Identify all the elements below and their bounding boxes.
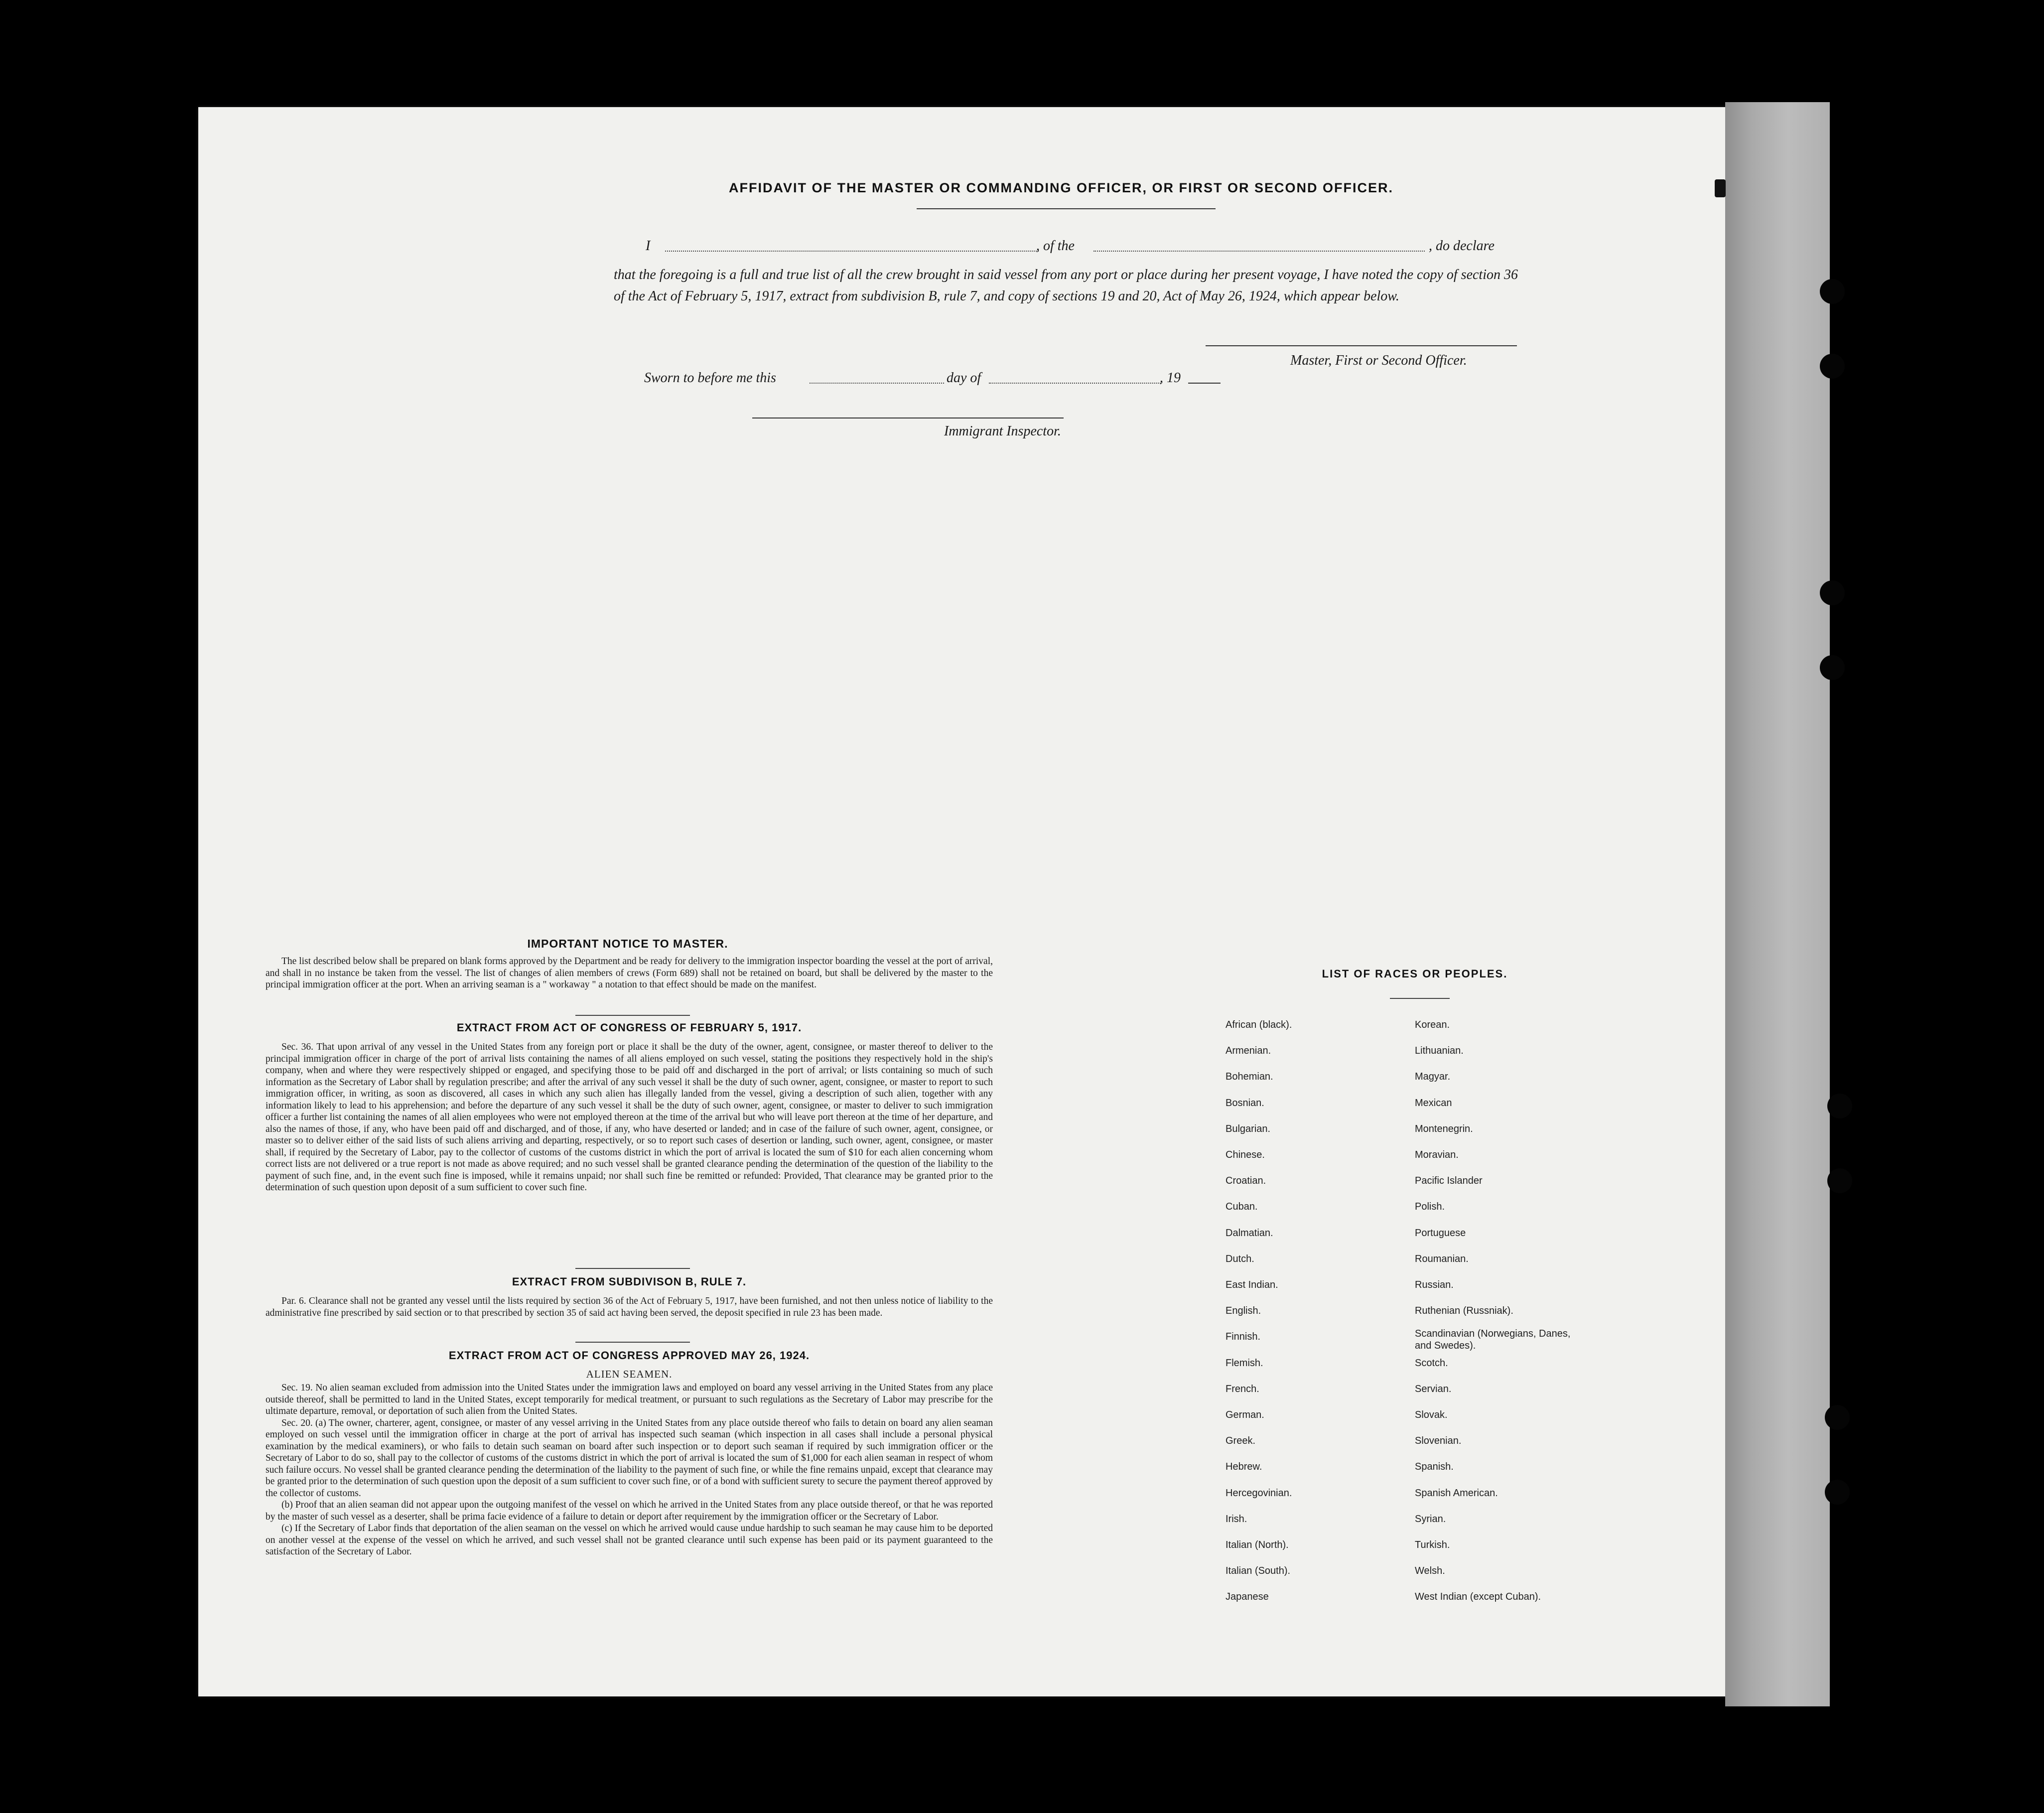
- race-item: Armenian.: [1226, 1045, 1271, 1057]
- declaration-text: that the foregoing is a full and true list of all the crew brought in said vessel from any port or place during her present voyage, I have noted the copy of section 36 of the Act of February 5, 1917, extract from subdivision B, rule 7, and copy of sections 19 and 20, Act of May 26, 1924, which appear below.: [614, 267, 1518, 304]
- race-item: Dutch.: [1226, 1253, 1254, 1264]
- extract-1917-title: EXTRACT FROM ACT OF CONGRESS OF FEBRUARY 5, 1917.: [456, 1021, 802, 1034]
- race-item: Ruthenian (Russniak).: [1415, 1305, 1513, 1317]
- race-item: Syrian.: [1415, 1513, 1446, 1525]
- section-20c-paragraph: (c) If the Secretary of Labor finds that deportation of the alien seaman on the vessel on which he arrived would cause undue hardship to such seaman he may cause him to be deported on another vessel at the expense of the vessel on which he arrived, and such vessel shall not be granted clearance until such expense has been paid or its payment guaranteed to the satisfaction of the Secretary of Labor.: [266, 1523, 993, 1557]
- race-item: Servian.: [1415, 1383, 1452, 1395]
- race-item: Greek.: [1226, 1435, 1256, 1447]
- race-item: Spanish American.: [1415, 1487, 1498, 1499]
- race-item: West Indian (except Cuban).: [1415, 1591, 1541, 1603]
- race-item: Turkish.: [1415, 1539, 1450, 1550]
- race-item: Bulgarian.: [1226, 1123, 1271, 1134]
- extract-1924-title: EXTRACT FROM ACT OF CONGRESS APPROVED MAY 26, 1924.: [448, 1349, 810, 1362]
- race-item: Korean.: [1415, 1019, 1450, 1030]
- race-item: Japanese: [1226, 1591, 1269, 1603]
- race-item: Hercegovinian.: [1226, 1487, 1292, 1499]
- master-signature-line[interactable]: [1206, 345, 1517, 346]
- day-of-label: day of: [947, 370, 981, 386]
- binder-hole: [1825, 1480, 1850, 1505]
- do-declare-label: , do declare: [1429, 238, 1495, 254]
- race-item: Moravian.: [1415, 1149, 1459, 1160]
- race-item: Magyar.: [1415, 1071, 1451, 1083]
- section-20b-paragraph: (b) Proof that an alien seaman did not appear upon the outgoing manifest of the vessel on which he arrived in the United States from any place outside thereof, or that he was reported by the master of such vessel as a deserter, shall be prima facie evidence of a failure to detain or deport after requirement by the immigration officer or the Secretary of Labor.: [266, 1500, 993, 1522]
- inspector-caption: Immigrant Inspector.: [944, 423, 1061, 439]
- race-item: East Indian.: [1226, 1279, 1278, 1290]
- binder-hole: [1820, 655, 1845, 680]
- race-item: Dalmatian.: [1226, 1227, 1273, 1239]
- declarant-name-field[interactable]: [665, 251, 1039, 252]
- race-item: Scotch.: [1415, 1357, 1448, 1369]
- race-item: Montenegrin.: [1415, 1123, 1473, 1134]
- notice-title: IMPORTANT NOTICE TO MASTER.: [527, 937, 728, 950]
- race-item: Cuban.: [1226, 1201, 1258, 1213]
- notice-paragraph: The list described below shall be prepared on blank forms approved by the Department and be ready for delivery to the immigration inspector boarding the vessel at the port of arrival, and shall in no instance be taken from the vessel. The list of changes of alien members of crews (Form 689) shall not be retained on board, but shall be delivered by the master to the principal immigration officer at the port. When an arriving seaman is a " workaway " a notation to that effect should be made on the manifest.: [266, 956, 993, 990]
- race-item: Finnish.: [1226, 1331, 1261, 1343]
- of-the-label: , of the: [1036, 238, 1075, 254]
- race-item: Mexican: [1415, 1097, 1452, 1109]
- declarant-label: I: [646, 238, 651, 254]
- section-19-paragraph: Sec. 19. No alien seaman excluded from admission into the United States under the immigration laws and employed on board any vessel arriving in the United States from any place outside thereof, shall be permitted to land in the United States, except temporarily for medical treatment, or pursuant to such regulations as the Secretary of Labor may prescribe for the ultimate departure, removal, or deportation of such alien from the United States.: [266, 1383, 993, 1416]
- race-item: Italian (South).: [1226, 1565, 1291, 1577]
- race-item: Italian (North).: [1226, 1539, 1289, 1550]
- race-item: French.: [1226, 1383, 1259, 1395]
- binder-hole: [1827, 1168, 1852, 1193]
- race-item: Croatian.: [1226, 1175, 1266, 1187]
- subdivision-b-title: EXTRACT FROM SUBDIVISON B, RULE 7.: [512, 1275, 747, 1288]
- sworn-day-field[interactable]: [810, 383, 944, 384]
- race-item: Polish.: [1415, 1201, 1445, 1213]
- section-rule: [575, 1342, 690, 1343]
- race-item: Lithuanian.: [1415, 1045, 1464, 1057]
- affidavit-title: AFFIDAVIT OF THE MASTER OR COMMANDING OFFICER, OR FIRST OR SECOND OFFICER.: [729, 180, 1393, 195]
- race-item: Flemish.: [1226, 1357, 1263, 1369]
- binder-hole: [1827, 1094, 1852, 1118]
- binder-hole: [1825, 1405, 1850, 1430]
- races-title-rule: [1390, 998, 1450, 999]
- race-item: Roumanian.: [1415, 1253, 1469, 1264]
- race-item: Pacific Islander: [1415, 1175, 1483, 1187]
- year-prefix-label: , 19: [1160, 370, 1181, 386]
- section-rule: [575, 1015, 690, 1016]
- race-item: Bosnian.: [1226, 1097, 1264, 1109]
- race-item: Scandinavian (Norwegians, Danes, and Swedes).: [1415, 1328, 1571, 1352]
- races-title: LIST OF RACES OR PEOPLES.: [1322, 968, 1508, 980]
- race-item: Irish.: [1226, 1513, 1247, 1525]
- notice-text: [266, 956, 993, 991]
- section-20a-paragraph: Sec. 20. (a) The owner, charterer, agent, consignee, or master of any vessel arriving in the United States from any place outside thereof who fails to detain on board any alien seaman employed on such vessel until the immigration officer in charge at the port of arrival has inspected such seaman (which inspection in all cases shall include a personal physical examination by the medical examiners), or who fails to detain such seaman on board after such inspection or to deport such seaman if required by such immigration officer or the Secretary of Labor to do so, shall pay to the collector of customs of the customs district in which the port of arrival is located the sum of $1,000 for each alien seaman in respect of whom such failure occurs. No vessel shall be granted clearance pending the determination of the liability to the payment of such fine, or while the fine remains unpaid, except that clearance may be granted prior to the determination of such question upon the deposit of a sum sufficient to cover such fine, or of a bond with sufficient surety to secure the payment thereof approved by the collector of customs.: [266, 1417, 993, 1499]
- alien-seamen-subtitle: ALIEN SEAMEN.: [586, 1368, 673, 1380]
- race-item: Welsh.: [1415, 1565, 1445, 1577]
- race-item: German.: [1226, 1409, 1264, 1420]
- ink-mark: [1715, 179, 1726, 197]
- section-rule: [575, 1268, 690, 1269]
- binder-hole: [1820, 580, 1845, 605]
- race-item: Russian.: [1415, 1279, 1454, 1290]
- race-item: Slovak.: [1415, 1409, 1448, 1420]
- subdivision-b-text: [266, 1295, 993, 1319]
- binder-hole: [1820, 279, 1845, 304]
- race-item: Chinese.: [1226, 1149, 1265, 1160]
- title-rule: [917, 208, 1216, 209]
- sworn-label: Sworn to before me this: [644, 370, 776, 386]
- race-item: Slovenian.: [1415, 1435, 1462, 1447]
- race-item: Bohemian.: [1226, 1071, 1273, 1083]
- sworn-month-field[interactable]: [989, 383, 1161, 384]
- race-item: Hebrew.: [1226, 1461, 1262, 1473]
- year-field[interactable]: [1188, 383, 1221, 384]
- vessel-name-field[interactable]: [1093, 251, 1425, 252]
- binder-strip: [1725, 102, 1830, 1706]
- paragraph-6: Par. 6. Clearance shall not be granted any vessel until the lists required by section 36 of the Act of February 5, 1917, have been furnished, and not then unless notice of liability to the administrative fine prescribed by said section or to that prescribed by section 35 of said act having been served, the deposit specified in rule 23 has been made.: [266, 1296, 993, 1318]
- extract-1924-text: [266, 1382, 993, 1558]
- race-item: Portuguese: [1415, 1227, 1466, 1239]
- race-item: African (black).: [1226, 1019, 1292, 1030]
- race-item: Spanish.: [1415, 1461, 1454, 1473]
- section-36-paragraph: Sec. 36. That upon arrival of any vessel in the United States from any foreign port or place it shall be the duty of the owner, agent, consignee, or master thereof to deliver to the principal immigration officer in charge of the port of arrival lists containing the names of all aliens employed on such vessel, stating the positions they respectively hold in the ship's company, when and where they were respectively shipped or engaged, and specifying those to be paid off and discharged in the port of arrival; or lists containing so much of such information as the Secretary of Labor shall by regulation prescribe; and after the arrival of any such vessel it shall be the duty of such owner, agent, consignee, or master to report to such immigration officer, in writing, as soon as discovered, all cases in which any such alien has illegally landed from the vessel, giving a description of such alien, together with any information likely to lead to his apprehension; and before the departure of any such vessel it shall be the duty of such owner, agent, consignee, or master to deliver to such immigration officer a further list containing the names of all alien employees who were not employed thereon at the time of the arrival but who will leave port thereon at the time of her departure, and also the names of those, if any, who have been paid off and discharged, and of those, if any, who have deserted or landed; and in case of the failure of such owner, agent, consignee, or master so to deliver either of the said lists of such aliens arriving and departing, respectively, or so to report such cases of desertion or landing, such owner, agent, consignee, or master shall, if required by the Secretary of Labor, pay to the collector of customs of the customs district in which the port of arrival is located the sum of $10 for each alien concerning whom correct lists are not delivered or a true report is not made as above required; and no such vessel shall be granted clearance pending the determination of the question of the liability to the payment of such fine, and, in the event such fine is imposed, while it remains unpaid; nor shall such fine be remitted or refunded: Provided, That clearance may be granted prior to the determination of such question upon deposit of a sum sufficient to cover such fine.: [266, 1042, 993, 1193]
- master-signature-caption: Master, First or Second Officer.: [1290, 353, 1467, 368]
- binder-hole: [1820, 354, 1845, 379]
- extract-1917-text: [266, 1041, 993, 1194]
- race-item: English.: [1226, 1305, 1261, 1317]
